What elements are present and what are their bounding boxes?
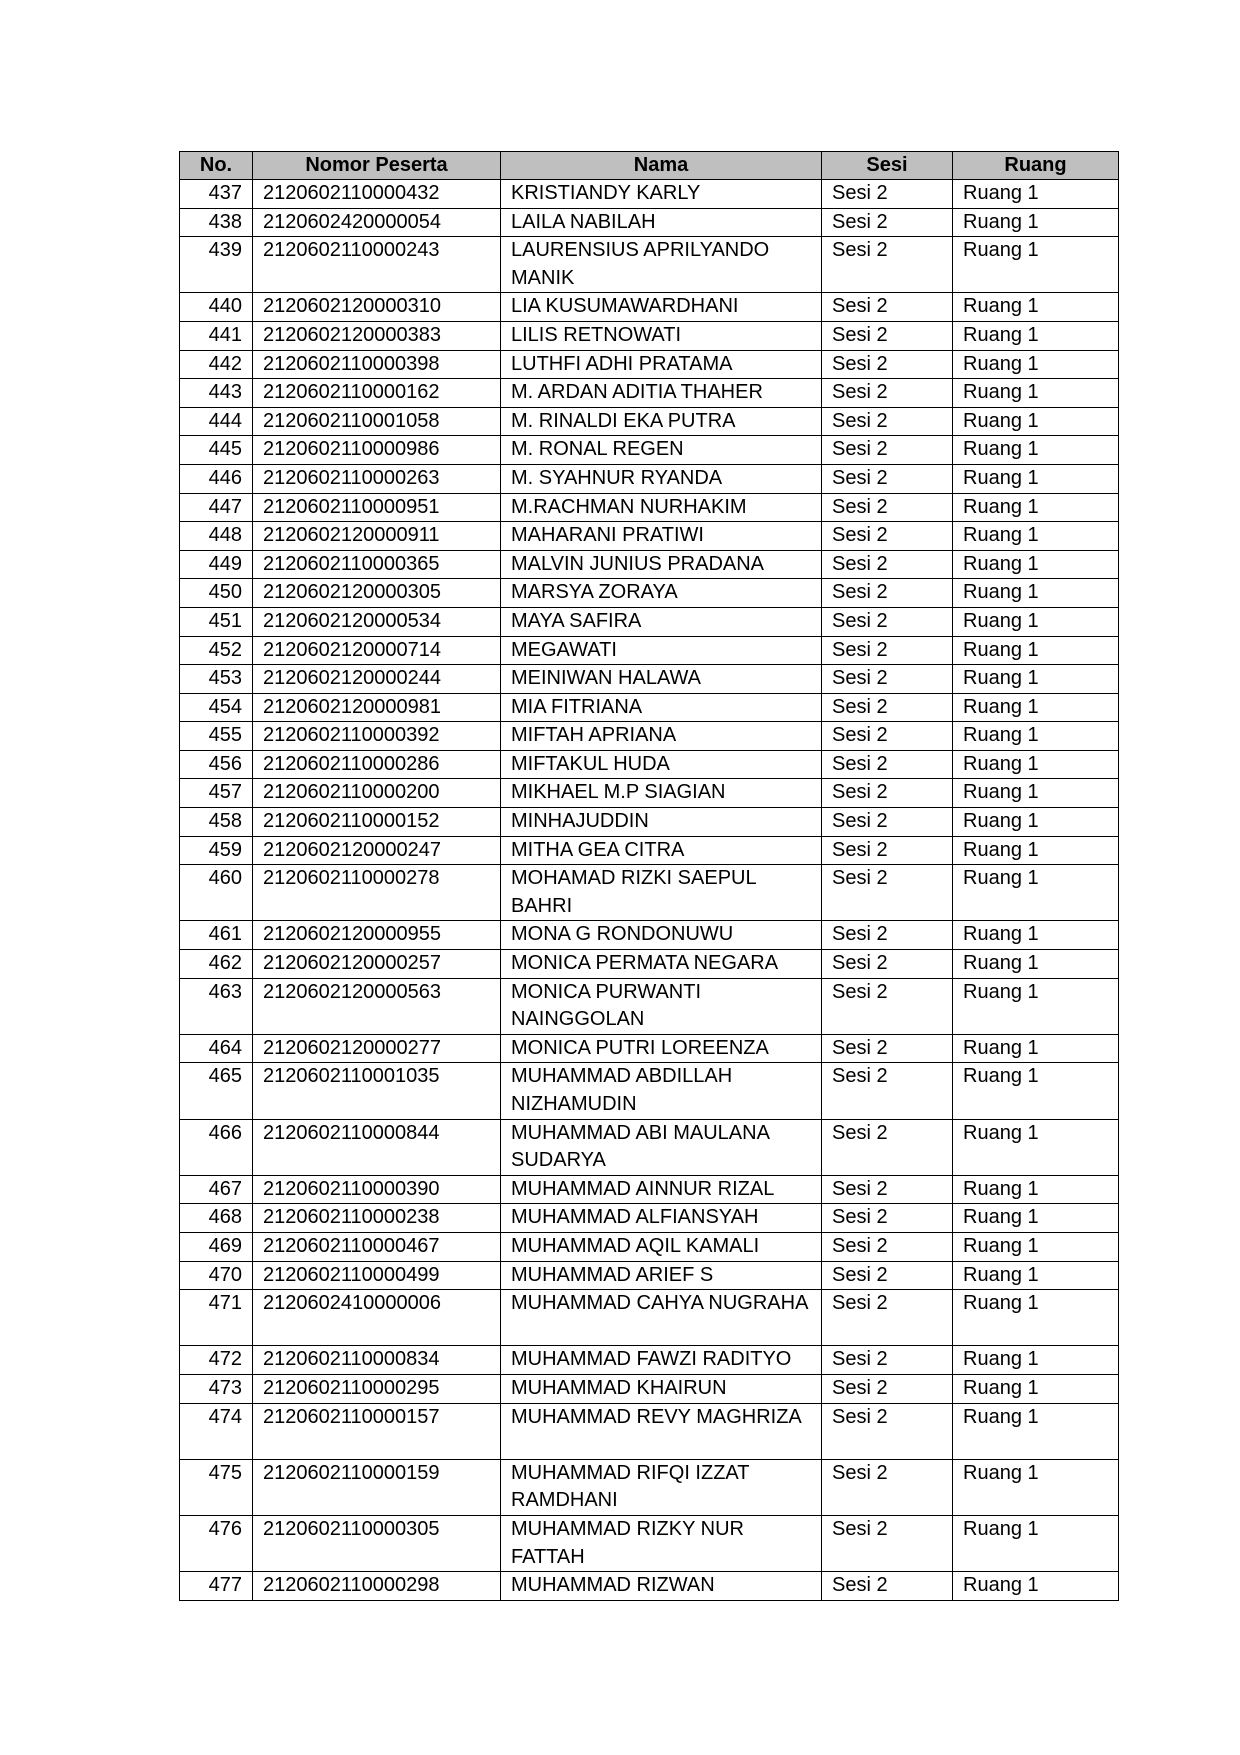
cell-nomor-peserta: 2120602120000305 bbox=[253, 579, 501, 608]
cell-no: 452 bbox=[180, 636, 253, 665]
cell-sesi: Sesi 2 bbox=[822, 750, 953, 779]
cell-nomor-peserta: 2120602120000244 bbox=[253, 665, 501, 694]
cell-nama: MUHAMMAD ABI MAULANA SUDARYA bbox=[501, 1119, 822, 1175]
cell-no: 449 bbox=[180, 550, 253, 579]
cell-ruang: Ruang 1 bbox=[953, 665, 1119, 694]
cell-ruang: Ruang 1 bbox=[953, 436, 1119, 465]
cell-nomor-peserta: 2120602120000383 bbox=[253, 321, 501, 350]
cell-nama: MONICA PERMATA NEGARA bbox=[501, 950, 822, 979]
cell-nama: LIA KUSUMAWARDHANI bbox=[501, 293, 822, 322]
table-row bbox=[180, 836, 1119, 865]
cell-no: 448 bbox=[180, 522, 253, 551]
cell-nomor-peserta: 2120602110000200 bbox=[253, 779, 501, 808]
cell-no: 445 bbox=[180, 436, 253, 465]
cell-sesi: Sesi 2 bbox=[822, 379, 953, 408]
cell-sesi: Sesi 2 bbox=[822, 978, 953, 1034]
cell-ruang: Ruang 1 bbox=[953, 1175, 1119, 1204]
cell-nama: MARSYA ZORAYA bbox=[501, 579, 822, 608]
cell-no: 447 bbox=[180, 493, 253, 522]
table-row bbox=[180, 950, 1119, 979]
cell-no: 458 bbox=[180, 808, 253, 837]
cell-nomor-peserta: 2120602120000247 bbox=[253, 836, 501, 865]
cell-nomor-peserta: 2120602120000310 bbox=[253, 293, 501, 322]
cell-nomor-peserta: 2120602110000159 bbox=[253, 1459, 501, 1515]
cell-no: 438 bbox=[180, 208, 253, 237]
cell-nomor-peserta: 2120602110001035 bbox=[253, 1063, 501, 1119]
table-row bbox=[180, 1290, 1119, 1346]
cell-sesi: Sesi 2 bbox=[822, 550, 953, 579]
cell-nomor-peserta: 2120602120000277 bbox=[253, 1034, 501, 1063]
table-row bbox=[180, 693, 1119, 722]
cell-no: 455 bbox=[180, 722, 253, 751]
cell-nama: MEGAWATI bbox=[501, 636, 822, 665]
cell-ruang: Ruang 1 bbox=[953, 1403, 1119, 1459]
cell-no: 451 bbox=[180, 607, 253, 636]
cell-ruang: Ruang 1 bbox=[953, 978, 1119, 1034]
table-row bbox=[180, 636, 1119, 665]
cell-nama: MAHARANI PRATIWI bbox=[501, 522, 822, 551]
cell-no: 442 bbox=[180, 350, 253, 379]
cell-no: 456 bbox=[180, 750, 253, 779]
cell-no: 466 bbox=[180, 1119, 253, 1175]
cell-no: 459 bbox=[180, 836, 253, 865]
cell-sesi: Sesi 2 bbox=[822, 579, 953, 608]
cell-no: 462 bbox=[180, 950, 253, 979]
cell-no: 472 bbox=[180, 1346, 253, 1375]
cell-ruang: Ruang 1 bbox=[953, 1346, 1119, 1375]
cell-nama: MIKHAEL M.P SIAGIAN bbox=[501, 779, 822, 808]
cell-no: 468 bbox=[180, 1204, 253, 1233]
cell-nama: M.RACHMAN NURHAKIM bbox=[501, 493, 822, 522]
cell-nama: MUHAMMAD RIZWAN bbox=[501, 1572, 822, 1601]
cell-ruang: Ruang 1 bbox=[953, 722, 1119, 751]
cell-nama: MAYA SAFIRA bbox=[501, 607, 822, 636]
cell-nama: MONA G RONDONUWU bbox=[501, 921, 822, 950]
table-row bbox=[180, 1374, 1119, 1403]
cell-ruang: Ruang 1 bbox=[953, 1374, 1119, 1403]
cell-sesi: Sesi 2 bbox=[822, 407, 953, 436]
cell-nama: MONICA PURWANTI NAINGGOLAN bbox=[501, 978, 822, 1034]
header-ruang: Ruang bbox=[953, 152, 1119, 180]
cell-nomor-peserta: 2120602110000834 bbox=[253, 1346, 501, 1375]
cell-no: 474 bbox=[180, 1403, 253, 1459]
table-row bbox=[180, 1515, 1119, 1571]
cell-nomor-peserta: 2120602110000162 bbox=[253, 379, 501, 408]
cell-no: 443 bbox=[180, 379, 253, 408]
cell-sesi: Sesi 2 bbox=[822, 779, 953, 808]
cell-nomor-peserta: 2120602110000392 bbox=[253, 722, 501, 751]
table-row bbox=[180, 464, 1119, 493]
table-row bbox=[180, 865, 1119, 921]
table-row bbox=[180, 1204, 1119, 1233]
cell-ruang: Ruang 1 bbox=[953, 350, 1119, 379]
cell-no: 477 bbox=[180, 1572, 253, 1601]
table-row bbox=[180, 522, 1119, 551]
table-row bbox=[180, 607, 1119, 636]
cell-nama: MIFTAKUL HUDA bbox=[501, 750, 822, 779]
cell-sesi: Sesi 2 bbox=[822, 865, 953, 921]
cell-nomor-peserta: 2120602110000844 bbox=[253, 1119, 501, 1175]
cell-ruang: Ruang 1 bbox=[953, 636, 1119, 665]
table-row bbox=[180, 379, 1119, 408]
cell-no: 467 bbox=[180, 1175, 253, 1204]
cell-nama: MUHAMMAD RIZKY NUR FATTAH bbox=[501, 1515, 822, 1571]
cell-no: 444 bbox=[180, 407, 253, 436]
cell-ruang: Ruang 1 bbox=[953, 1572, 1119, 1601]
cell-nomor-peserta: 2120602110000398 bbox=[253, 350, 501, 379]
cell-sesi: Sesi 2 bbox=[822, 1232, 953, 1261]
cell-nama: MALVIN JUNIUS PRADANA bbox=[501, 550, 822, 579]
cell-no: 453 bbox=[180, 665, 253, 694]
cell-nomor-peserta: 2120602120000981 bbox=[253, 693, 501, 722]
cell-ruang: Ruang 1 bbox=[953, 750, 1119, 779]
cell-nama: MUHAMMAD REVY MAGHRIZA bbox=[501, 1403, 822, 1459]
cell-nama: MUHAMMAD KHAIRUN bbox=[501, 1374, 822, 1403]
cell-sesi: Sesi 2 bbox=[822, 921, 953, 950]
cell-ruang: Ruang 1 bbox=[953, 808, 1119, 837]
table-row bbox=[180, 237, 1119, 293]
cell-ruang: Ruang 1 bbox=[953, 607, 1119, 636]
cell-sesi: Sesi 2 bbox=[822, 636, 953, 665]
cell-sesi: Sesi 2 bbox=[822, 950, 953, 979]
cell-ruang: Ruang 1 bbox=[953, 865, 1119, 921]
cell-no: 439 bbox=[180, 237, 253, 293]
table-row bbox=[180, 921, 1119, 950]
cell-no: 450 bbox=[180, 579, 253, 608]
cell-sesi: Sesi 2 bbox=[822, 1034, 953, 1063]
cell-sesi: Sesi 2 bbox=[822, 1515, 953, 1571]
cell-nama: MUHAMMAD ABDILLAH NIZHAMUDIN bbox=[501, 1063, 822, 1119]
cell-nama: MITHA GEA CITRA bbox=[501, 836, 822, 865]
table-row bbox=[180, 1261, 1119, 1290]
cell-sesi: Sesi 2 bbox=[822, 836, 953, 865]
cell-ruang: Ruang 1 bbox=[953, 321, 1119, 350]
cell-no: 437 bbox=[180, 180, 253, 209]
cell-nama: MUHAMMAD CAHYA NUGRAHA bbox=[501, 1290, 822, 1346]
cell-nama: MIFTAH APRIANA bbox=[501, 722, 822, 751]
cell-nomor-peserta: 2120602110000298 bbox=[253, 1572, 501, 1601]
cell-sesi: Sesi 2 bbox=[822, 1290, 953, 1346]
cell-ruang: Ruang 1 bbox=[953, 493, 1119, 522]
cell-nomor-peserta: 2120602120000563 bbox=[253, 978, 501, 1034]
cell-sesi: Sesi 2 bbox=[822, 665, 953, 694]
cell-nomor-peserta: 2120602120000955 bbox=[253, 921, 501, 950]
cell-nomor-peserta: 2120602110000238 bbox=[253, 1204, 501, 1233]
cell-sesi: Sesi 2 bbox=[822, 1403, 953, 1459]
cell-nama: LAURENSIUS APRILYANDO MANIK bbox=[501, 237, 822, 293]
table-row bbox=[180, 1175, 1119, 1204]
cell-nomor-peserta: 2120602120000534 bbox=[253, 607, 501, 636]
cell-nomor-peserta: 2120602110000499 bbox=[253, 1261, 501, 1290]
cell-ruang: Ruang 1 bbox=[953, 1119, 1119, 1175]
table-row bbox=[180, 579, 1119, 608]
table-row bbox=[180, 1572, 1119, 1601]
cell-no: 454 bbox=[180, 693, 253, 722]
cell-sesi: Sesi 2 bbox=[822, 293, 953, 322]
table-row bbox=[180, 1034, 1119, 1063]
cell-no: 441 bbox=[180, 321, 253, 350]
cell-ruang: Ruang 1 bbox=[953, 1261, 1119, 1290]
cell-nama: MINHAJUDDIN bbox=[501, 808, 822, 837]
table-row bbox=[180, 1232, 1119, 1261]
cell-sesi: Sesi 2 bbox=[822, 1119, 953, 1175]
cell-nomor-peserta: 2120602110000243 bbox=[253, 237, 501, 293]
table-row bbox=[180, 978, 1119, 1034]
cell-nomor-peserta: 2120602410000006 bbox=[253, 1290, 501, 1346]
cell-ruang: Ruang 1 bbox=[953, 293, 1119, 322]
cell-ruang: Ruang 1 bbox=[953, 693, 1119, 722]
cell-ruang: Ruang 1 bbox=[953, 464, 1119, 493]
cell-nomor-peserta: 2120602120000911 bbox=[253, 522, 501, 551]
cell-ruang: Ruang 1 bbox=[953, 180, 1119, 209]
cell-sesi: Sesi 2 bbox=[822, 1204, 953, 1233]
cell-nomor-peserta: 2120602110000467 bbox=[253, 1232, 501, 1261]
table-row bbox=[180, 808, 1119, 837]
participant-table bbox=[179, 151, 1119, 1601]
cell-nomor-peserta: 2120602110000286 bbox=[253, 750, 501, 779]
cell-no: 446 bbox=[180, 464, 253, 493]
cell-no: 460 bbox=[180, 865, 253, 921]
cell-ruang: Ruang 1 bbox=[953, 1063, 1119, 1119]
table-row bbox=[180, 436, 1119, 465]
header-nomor-peserta: Nomor Peserta bbox=[253, 152, 501, 180]
cell-no: 465 bbox=[180, 1063, 253, 1119]
table-row bbox=[180, 1119, 1119, 1175]
cell-sesi: Sesi 2 bbox=[822, 1261, 953, 1290]
table-row bbox=[180, 293, 1119, 322]
cell-no: 473 bbox=[180, 1374, 253, 1403]
cell-sesi: Sesi 2 bbox=[822, 808, 953, 837]
cell-ruang: Ruang 1 bbox=[953, 208, 1119, 237]
cell-no: 440 bbox=[180, 293, 253, 322]
cell-ruang: Ruang 1 bbox=[953, 921, 1119, 950]
cell-nama: MIA FITRIANA bbox=[501, 693, 822, 722]
cell-no: 475 bbox=[180, 1459, 253, 1515]
cell-sesi: Sesi 2 bbox=[822, 464, 953, 493]
cell-nama: MUHAMMAD AQIL KAMALI bbox=[501, 1232, 822, 1261]
cell-nama: LILIS RETNOWATI bbox=[501, 321, 822, 350]
table-row bbox=[180, 722, 1119, 751]
cell-ruang: Ruang 1 bbox=[953, 779, 1119, 808]
cell-nama: MONICA PUTRI LOREENZA bbox=[501, 1034, 822, 1063]
cell-sesi: Sesi 2 bbox=[822, 1374, 953, 1403]
table-row bbox=[180, 1346, 1119, 1375]
cell-no: 457 bbox=[180, 779, 253, 808]
cell-nomor-peserta: 2120602110000152 bbox=[253, 808, 501, 837]
cell-sesi: Sesi 2 bbox=[822, 607, 953, 636]
cell-ruang: Ruang 1 bbox=[953, 550, 1119, 579]
cell-sesi: Sesi 2 bbox=[822, 1572, 953, 1601]
cell-sesi: Sesi 2 bbox=[822, 237, 953, 293]
table-row bbox=[180, 493, 1119, 522]
cell-ruang: Ruang 1 bbox=[953, 1290, 1119, 1346]
cell-ruang: Ruang 1 bbox=[953, 1204, 1119, 1233]
cell-nama: MUHAMMAD AINNUR RIZAL bbox=[501, 1175, 822, 1204]
table-row bbox=[180, 350, 1119, 379]
cell-sesi: Sesi 2 bbox=[822, 208, 953, 237]
header-nama: Nama bbox=[501, 152, 822, 180]
cell-ruang: Ruang 1 bbox=[953, 237, 1119, 293]
cell-ruang: Ruang 1 bbox=[953, 1034, 1119, 1063]
cell-sesi: Sesi 2 bbox=[822, 350, 953, 379]
cell-nama: MUHAMMAD ALFIANSYAH bbox=[501, 1204, 822, 1233]
cell-sesi: Sesi 2 bbox=[822, 321, 953, 350]
cell-nomor-peserta: 2120602110000305 bbox=[253, 1515, 501, 1571]
cell-ruang: Ruang 1 bbox=[953, 379, 1119, 408]
cell-sesi: Sesi 2 bbox=[822, 1063, 953, 1119]
cell-ruang: Ruang 1 bbox=[953, 522, 1119, 551]
cell-nomor-peserta: 2120602110000390 bbox=[253, 1175, 501, 1204]
cell-sesi: Sesi 2 bbox=[822, 693, 953, 722]
table-row bbox=[180, 321, 1119, 350]
cell-no: 476 bbox=[180, 1515, 253, 1571]
cell-no: 464 bbox=[180, 1034, 253, 1063]
cell-ruang: Ruang 1 bbox=[953, 1515, 1119, 1571]
cell-nomor-peserta: 2120602110000951 bbox=[253, 493, 501, 522]
header-sesi: Sesi bbox=[822, 152, 953, 180]
cell-nama: M. RONAL REGEN bbox=[501, 436, 822, 465]
table-row bbox=[180, 180, 1119, 209]
cell-no: 471 bbox=[180, 1290, 253, 1346]
cell-no: 463 bbox=[180, 978, 253, 1034]
cell-ruang: Ruang 1 bbox=[953, 950, 1119, 979]
cell-nama: M. ARDAN ADITIA THAHER bbox=[501, 379, 822, 408]
cell-sesi: Sesi 2 bbox=[822, 436, 953, 465]
table-row bbox=[180, 208, 1119, 237]
cell-ruang: Ruang 1 bbox=[953, 1232, 1119, 1261]
cell-nama: M. RINALDI EKA PUTRA bbox=[501, 407, 822, 436]
cell-no: 470 bbox=[180, 1261, 253, 1290]
table-row bbox=[180, 1063, 1119, 1119]
cell-nomor-peserta: 2120602120000257 bbox=[253, 950, 501, 979]
cell-nomor-peserta: 2120602110001058 bbox=[253, 407, 501, 436]
cell-nomor-peserta: 2120602420000054 bbox=[253, 208, 501, 237]
cell-nama: MUHAMMAD FAWZI RADITYO bbox=[501, 1346, 822, 1375]
cell-sesi: Sesi 2 bbox=[822, 493, 953, 522]
table-row bbox=[180, 779, 1119, 808]
table-header-row bbox=[180, 152, 1119, 180]
cell-no: 461 bbox=[180, 921, 253, 950]
cell-nama: LAILA NABILAH bbox=[501, 208, 822, 237]
cell-ruang: Ruang 1 bbox=[953, 1459, 1119, 1515]
cell-sesi: Sesi 2 bbox=[822, 722, 953, 751]
cell-nomor-peserta: 2120602120000714 bbox=[253, 636, 501, 665]
cell-nama: MEINIWAN HALAWA bbox=[501, 665, 822, 694]
cell-sesi: Sesi 2 bbox=[822, 522, 953, 551]
cell-nomor-peserta: 2120602110000986 bbox=[253, 436, 501, 465]
cell-nomor-peserta: 2120602110000365 bbox=[253, 550, 501, 579]
cell-nomor-peserta: 2120602110000263 bbox=[253, 464, 501, 493]
table-row bbox=[180, 1403, 1119, 1459]
cell-sesi: Sesi 2 bbox=[822, 1175, 953, 1204]
cell-nama: MUHAMMAD ARIEF S bbox=[501, 1261, 822, 1290]
cell-ruang: Ruang 1 bbox=[953, 407, 1119, 436]
cell-nomor-peserta: 2120602110000278 bbox=[253, 865, 501, 921]
cell-nomor-peserta: 2120602110000432 bbox=[253, 180, 501, 209]
cell-nama: LUTHFI ADHI PRATAMA bbox=[501, 350, 822, 379]
cell-nama: MOHAMAD RIZKI SAEPUL BAHRI bbox=[501, 865, 822, 921]
header-no: No. bbox=[180, 152, 253, 180]
cell-sesi: Sesi 2 bbox=[822, 1459, 953, 1515]
cell-nama: M. SYAHNUR RYANDA bbox=[501, 464, 822, 493]
cell-sesi: Sesi 2 bbox=[822, 180, 953, 209]
table-row bbox=[180, 750, 1119, 779]
table-row bbox=[180, 550, 1119, 579]
cell-no: 469 bbox=[180, 1232, 253, 1261]
table-row bbox=[180, 407, 1119, 436]
cell-nama: MUHAMMAD RIFQI IZZAT RAMDHANI bbox=[501, 1459, 822, 1515]
cell-nomor-peserta: 2120602110000157 bbox=[253, 1403, 501, 1459]
cell-nomor-peserta: 2120602110000295 bbox=[253, 1374, 501, 1403]
table-row bbox=[180, 1459, 1119, 1515]
cell-nama: KRISTIANDY KARLY bbox=[501, 180, 822, 209]
cell-ruang: Ruang 1 bbox=[953, 579, 1119, 608]
cell-sesi: Sesi 2 bbox=[822, 1346, 953, 1375]
table-row bbox=[180, 665, 1119, 694]
cell-ruang: Ruang 1 bbox=[953, 836, 1119, 865]
